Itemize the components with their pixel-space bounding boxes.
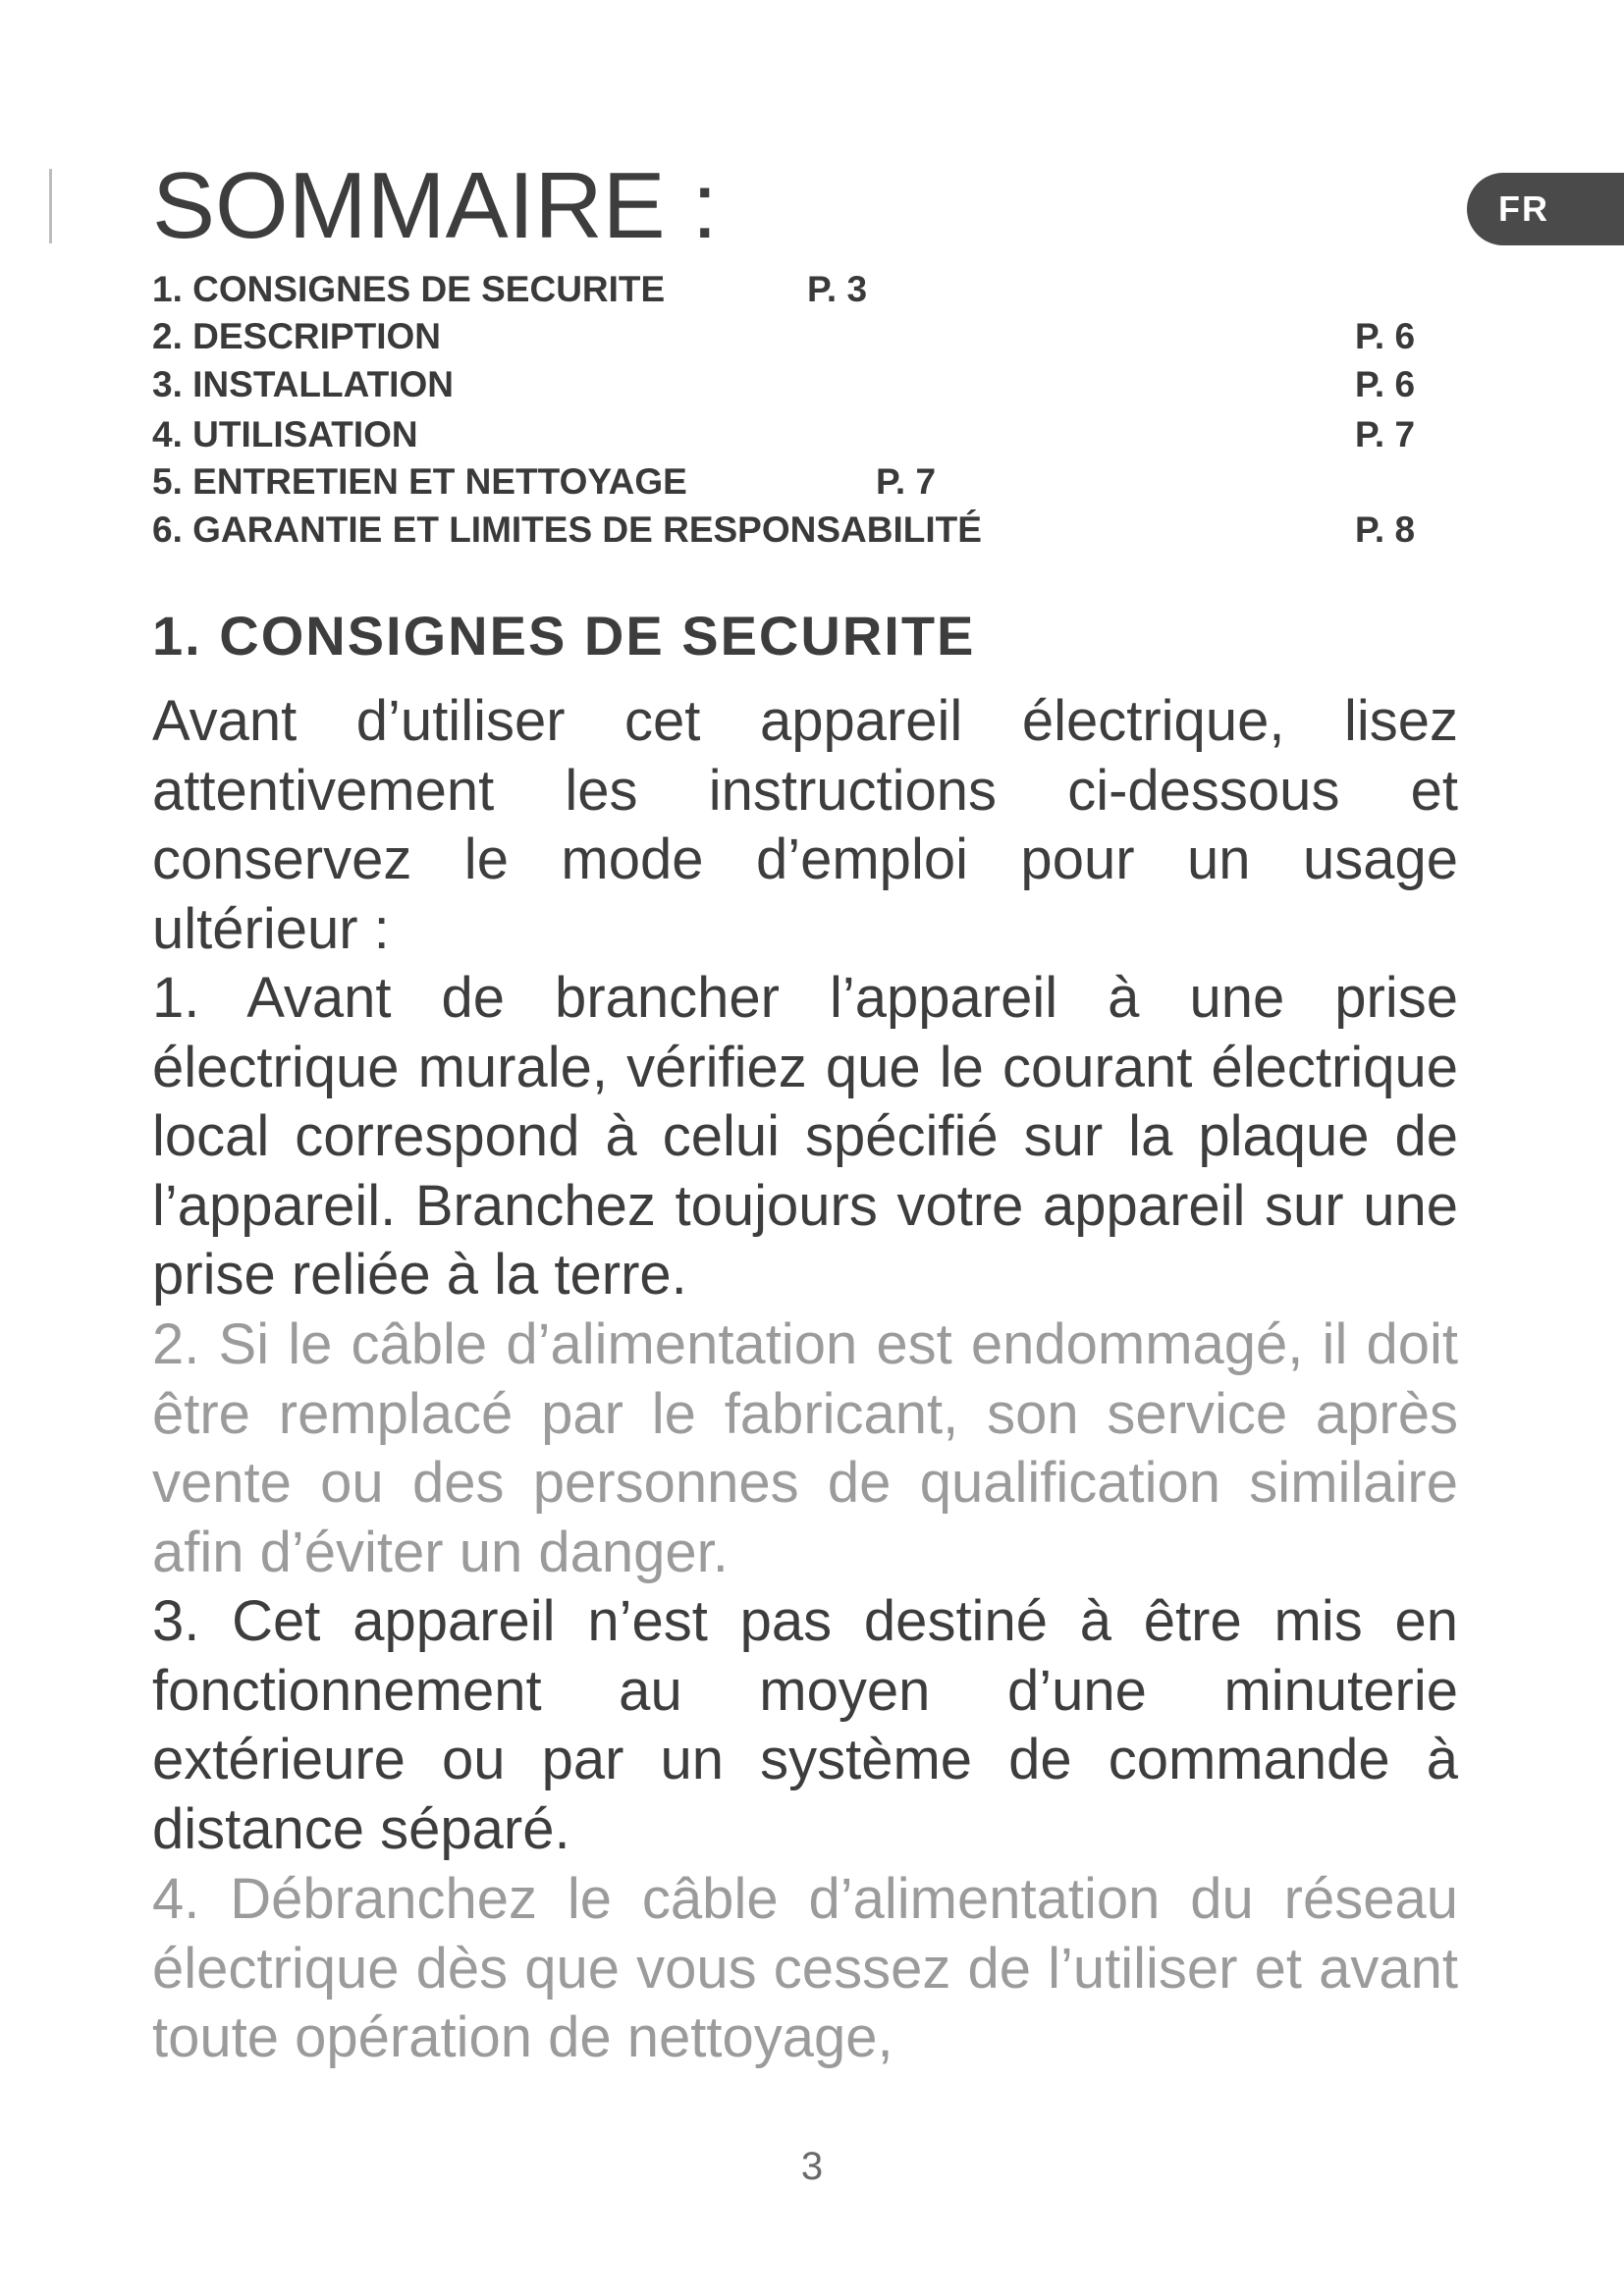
toc-item-label: 1. CONSIGNES DE SECURITE (152, 269, 666, 309)
toc-item-label: 4. UTILISATION (152, 414, 418, 454)
toc-item-label: 6. GARANTIE ET LIMITES DE RESPONSABILITÉ (152, 509, 982, 550)
language-tab (1467, 173, 1624, 245)
toc-item[interactable] (152, 266, 868, 313)
toc-item-page: P. 7 (1355, 414, 1416, 454)
toc-item[interactable] (152, 361, 1416, 408)
toc-item-page: P. 8 (1355, 509, 1416, 550)
toc-item[interactable] (152, 313, 1416, 360)
toc-item[interactable] (152, 458, 937, 506)
instruction-item: 2. Si le câble d’alimentation est endommagé, il doit être remplacé par le fabricant, son service après vente ou des personnes de qualification similaire afin d’éviter un danger. (152, 1312, 1458, 1584)
instruction-item: 1. Avant de brancher l’appareil à une prise électrique murale, vérifiez que le courant électrique local correspond à celui spécifié sur la plaque de l’appareil. Branchez toujours votre appareil sur une prise reliée à la terre. (152, 966, 1458, 1307)
intro-paragraph: Avant d’utiliser cet appareil électrique, lisez attentivement les instructions ci-dessous et conservez le mode d’emploi pour un usage ultérieur : (152, 689, 1458, 961)
toc-item[interactable] (152, 507, 1416, 554)
toc-item-page: P. 6 (1355, 364, 1416, 404)
toc-item-page: P. 7 (876, 461, 937, 502)
toc-item-page: P. 3 (807, 269, 868, 309)
toc-item[interactable] (152, 411, 1416, 458)
toc-item-label: 5. ENTRETIEN ET NETTOYAGE (152, 461, 687, 502)
section-heading: 1. CONSIGNES DE SECURITE (152, 605, 976, 667)
toc-item-label: 3. INSTALLATION (152, 364, 454, 404)
toc-item-label: 2. DESCRIPTION (152, 316, 441, 356)
page-number: 3 (800, 2145, 824, 2188)
toc-item-page: P. 6 (1355, 316, 1416, 356)
instruction-item: 4. Débranchez le câble d’alimentation du réseau électrique dès que vous cessez de l’utiliser et avant toute opération de nettoyage, (152, 1867, 1458, 2069)
margin-rule (49, 169, 52, 243)
instruction-item: 3. Cet appareil n’est pas destiné à être mis en fonctionnement au moyen d’une minuterie extérieure ou par un système de commande à distance séparé. (152, 1589, 1458, 1861)
page-title: SOMMAIRE : (152, 153, 719, 258)
language-tab-label: FR (1498, 188, 1549, 229)
